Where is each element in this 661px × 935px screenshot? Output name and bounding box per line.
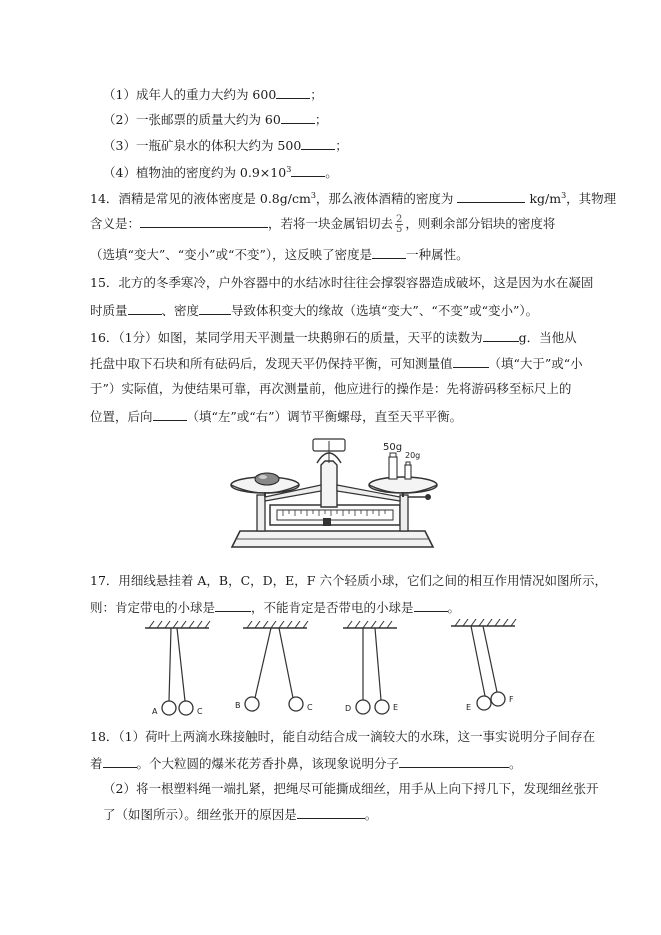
rider-weight bbox=[323, 518, 331, 526]
q15-line-1: 15．北方的冬季寒冷，户外容器中的水结冰时往往会撑裂容器造成破坏，这是因为水在凝固 bbox=[90, 275, 594, 290]
q14-line-2: 含义是： ，若将一块金属铝切去 $\frac{2}{5}$ ，则剩余部分铝块的密度将 bbox=[90, 214, 556, 235]
label-c2: C bbox=[307, 703, 313, 712]
q13-item-1: （1）成年人的重力大约为 600 ； bbox=[103, 87, 323, 102]
answer-blank[interactable] bbox=[153, 408, 187, 421]
q16-line-1: 16．（1分）如图，某同学用天平测量一块鹅卵石的质量，天平的读数为 g．当他从 bbox=[90, 330, 577, 345]
q17-line-2: 则：肯定带电的小球是 ，不能肯定是否带电的小球是 。 bbox=[90, 600, 461, 615]
answer-blank[interactable] bbox=[399, 755, 509, 768]
hanging-balls-figure bbox=[135, 618, 535, 723]
weight-50g bbox=[389, 457, 397, 479]
answer-blank[interactable] bbox=[215, 599, 251, 612]
ball-a bbox=[162, 701, 176, 715]
q16-line-2: 托盘中取下石块和所有砝码后，发现天平仍保持平衡，可知测量值 （填“大于”或“小 bbox=[90, 356, 583, 371]
q18-line-3: （2）将一根塑料绳一端扎紧，把绳尽可能撕成细丝，用手从上向下捋几下，发现细丝张开 bbox=[103, 781, 599, 796]
ball-c bbox=[179, 701, 193, 715]
right-pan bbox=[369, 477, 437, 493]
answer-blank[interactable] bbox=[301, 137, 335, 150]
central-pillar bbox=[321, 461, 337, 507]
q18-line-2: 着 。个大粒圆的爆米花芳香扑鼻，该现象说明分子 。 bbox=[90, 756, 522, 771]
q13-item-3: （3）一瓶矿泉水的体积大约为 500 ； bbox=[103, 138, 348, 153]
answer-blank[interactable] bbox=[483, 329, 519, 342]
balance-scale-figure bbox=[225, 435, 440, 560]
ball-f bbox=[491, 692, 505, 706]
answer-blank[interactable] bbox=[128, 302, 162, 315]
q14-line-3: （选填“变大”、“变小”或“不变”），这反映了密度是 一种属性。 bbox=[90, 247, 469, 262]
ball-d bbox=[356, 700, 370, 714]
q13-item-4: （4）植物油的密度约为 $0.9\times 10^3$ 。 bbox=[103, 165, 338, 181]
answer-blank[interactable] bbox=[199, 302, 231, 315]
q13-item-2: （2）一张邮票的质量大约为 60 ； bbox=[103, 112, 328, 127]
answer-blank[interactable] bbox=[103, 755, 137, 768]
label-a: A bbox=[152, 707, 158, 716]
label-f: F bbox=[509, 695, 514, 704]
q14-line-1: 14．酒精是常见的液体密度是 $0.8g/cm^3$，那么液体酒精的密度为 $kg/m^3$，其物理 bbox=[90, 191, 617, 207]
ball-c2 bbox=[289, 697, 303, 711]
q18-line-4: 了（如图所示）。细丝张开的原因是 。 bbox=[103, 807, 378, 822]
label-e: E bbox=[393, 703, 399, 712]
ball-e2 bbox=[477, 696, 491, 710]
answer-blank[interactable] bbox=[457, 190, 525, 203]
weight-50g-label: 50g bbox=[383, 442, 403, 453]
answer-blank[interactable] bbox=[276, 86, 310, 99]
weight-20g bbox=[405, 465, 411, 479]
ball-e bbox=[375, 700, 389, 714]
answer-blank[interactable] bbox=[140, 215, 268, 228]
weight-20g-label: 20g bbox=[405, 451, 421, 460]
rider-scale bbox=[277, 510, 393, 520]
q17-line-1: 17．用细线悬挂着 A，B，C，D，E，F 六个轻质小球，它们之间的相互作用情况如图所示， bbox=[90, 573, 607, 588]
q18-line-1: 18．（1）荷叶上两滴水珠接触时，能自动结合成一滴较大的水珠，这一事实说明分子间存在 bbox=[90, 729, 596, 744]
label-e2: E bbox=[466, 703, 472, 712]
answer-blank[interactable] bbox=[372, 246, 406, 259]
answer-blank[interactable] bbox=[281, 111, 315, 124]
label-c: C bbox=[197, 707, 203, 716]
q16-line-4: 位置，后向 （填“左”或“右”）调节平衡螺母，直至天平平衡。 bbox=[90, 409, 463, 424]
q15-line-2: 时质量 、密度 导致体积变大的缘故（选填“变大”、“不变”或“变小”）。 bbox=[90, 303, 539, 318]
pebble bbox=[255, 473, 279, 485]
q16-line-3: 于”）实际值，为使结果可靠，再次测量前，他应进行的操作是：先将游码移至标尺上的 bbox=[90, 381, 572, 396]
answer-blank[interactable] bbox=[414, 599, 448, 612]
fraction-two-fifths: $\frac{2}{5}$ bbox=[396, 214, 403, 235]
answer-blank[interactable] bbox=[291, 164, 325, 177]
ball-b bbox=[245, 697, 259, 711]
answer-blank[interactable] bbox=[297, 806, 365, 819]
label-b: B bbox=[235, 701, 241, 710]
label-d: D bbox=[345, 704, 352, 713]
answer-blank[interactable] bbox=[453, 355, 489, 368]
